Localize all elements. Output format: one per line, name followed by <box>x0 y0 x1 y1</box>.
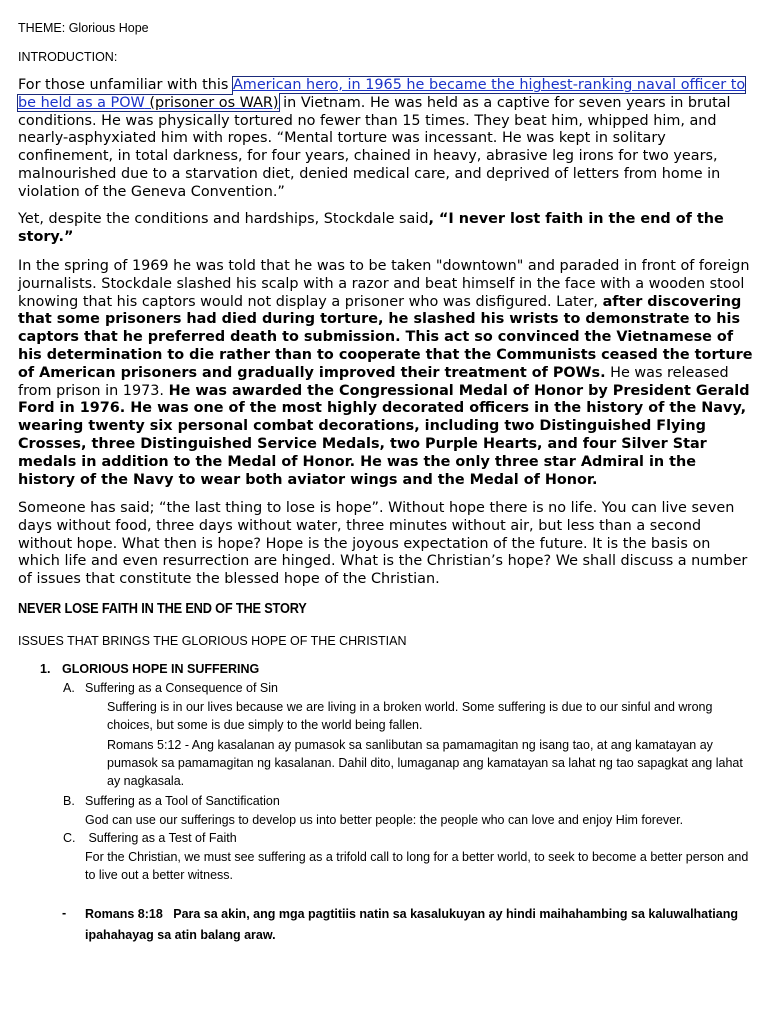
subitem-a-text: Suffering is in our lives because we are living in a broken world. Some suffering is due to our sinful and wrong choices, but some is due simply to the world being fallen. <box>107 700 713 732</box>
intro-paragraph <box>18 77 753 202</box>
issues-label: ISSUES THAT BRINGS THE GLORIOUS HOPE OF THE CHRISTIAN <box>18 634 407 648</box>
hope-paragraph: Someone has said; “the last thing to lose is hope”. Without hope there is no life. You can live seven days without food, three days without water, three minutes without air, but less than a second without hope. What then is hope? Hope is the joyous expectation of the future. It is the basis on which life and even resurrection are hinged. What is the Christian’s hope? We shall discuss a number of issues that constitute the blessed hope of the Christian. <box>18 500 748 588</box>
item-title: GLORIOUS HOPE IN SUFFERING <box>62 662 260 676</box>
theme-line: THEME: Glorious Hope <box>18 21 149 35</box>
spring-1969-paragraph <box>18 258 758 489</box>
para3-text-1: In the spring of 1969 he was told that he was to be taken "downtown" and paraded in front of foreign journalists. Stockdale slashed his scalp with a razor and beat himself in the face with a wooden stool knowing that his captors would not display a prisoner who was disfigured. Later, <box>18 258 750 310</box>
stockdale-quote: , “I never lost faith in the end of the story.” <box>18 211 724 245</box>
para3-bold-1: after discovering that some prisoners had died during torture, he slashed his wrists to demonstrate to his captors that he preferred death to submission. This act so convinced the Vietnamese of his determination to die rather than to cooperate that the Communists ceased the torture of American prisoners and gradually improved their treatment of POWs. <box>18 293 753 381</box>
subitem-letter: A. <box>63 681 75 695</box>
para2-text: Yet, despite the conditions and hardships, Stockdale said <box>18 211 429 227</box>
bullet-dash: - <box>62 906 67 920</box>
para3-text-2: He was released from prison in 1973. <box>18 364 729 399</box>
subitem-c-text: For the Christian, we must see suffering as a trifold call to long for a better world, to seek to become a better person and to live out a better witness. <box>85 850 749 882</box>
subitem-letter: C. <box>63 831 76 845</box>
subitem-title: Suffering as a Test of Faith <box>85 831 237 845</box>
introduction-label: INTRODUCTION: <box>18 50 118 64</box>
para3-bold-2: He was awarded the Congressional Medal of Honor by President Gerald Ford in 1976. He was one of the most highly decorated officers in the history of the Navy, wearing twenty six personal combat decorations, including two Distinguished Flying Crosses, three Distinguished Service Medals, two Purple Hearts, and four Silver Star medals in addition to the Medal of Honor. He was the only three star Admiral in the history of the Navy to wear both aviator wings and the Medal of Honor. <box>18 382 750 488</box>
hero-link-paren: (prisoner os WAR) <box>144 94 279 111</box>
subitem-b-text: God can use our sufferings to develop us into better people: the people who can love and enjoy Him forever. <box>85 813 684 827</box>
subitem-a-romans: Romans 5:12 - Ang kasalanan ay pumasok sa sanlibutan sa pamamagitan ng isang tao, at ang kamatayan ay pumasok sa pamamagitan ng kasalanan. Dahil dito, lumaganap ang kamatayan sa lahat ng tao sapagkat ang lahat ay nagkasala. <box>107 738 743 788</box>
item-number: 1. <box>40 662 51 676</box>
outline-subitem-b <box>63 792 280 810</box>
outline-subitem-a <box>63 679 278 697</box>
faith-paragraph <box>18 211 753 247</box>
subitem-title: Suffering as a Consequence of Sin <box>85 681 278 695</box>
outline-item-1 <box>40 660 259 678</box>
para1-text-start: For those unfamiliar with this <box>18 77 233 93</box>
subitem-letter: B. <box>63 794 75 808</box>
romans-8-18-verse: Romans 8:18 Para sa akin, ang mga pagtitiis natin sa kasalukuyan ay hindi maihahambing sa kaluwalhatiang ipahahayag sa atin balang araw. <box>85 907 742 942</box>
para1-text-end: in Vietnam. He was held as a captive for seven years in brutal conditions. He was physically tortured no fewer than 15 times. They beat him, whipped him, and nearly-asphyxiated him with ropes. “Mental torture was incessant. He was kept in solitary confinement, in total darkness, for four years, chained in heavy, abrasive leg irons for two years, malnourished due to a starvation diet, denied medical care, and deprived of letters from home in violation of the Geneva Convention.” <box>18 94 731 200</box>
hero-link-text[interactable]: American hero, in 1965 he became the highest-ranking naval officer to be held as a POW <box>18 77 746 111</box>
subitem-title: Suffering as a Tool of Sanctification <box>85 794 280 808</box>
outline-subitem-c <box>63 829 237 847</box>
section-heading: NEVER LOSE FAITH IN THE END OF THE STORY <box>18 601 307 617</box>
